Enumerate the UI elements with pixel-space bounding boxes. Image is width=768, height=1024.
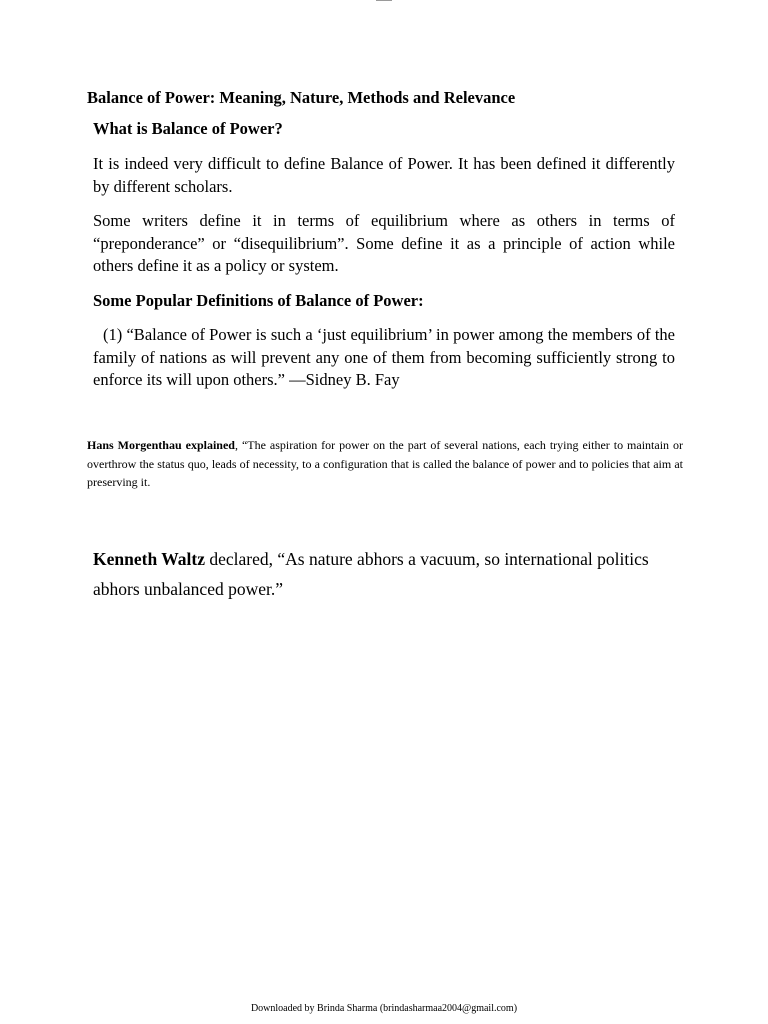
page-top-mark — [376, 0, 392, 1]
document-title: Balance of Power: Meaning, Nature, Methods and Relevance — [87, 88, 516, 107]
definition-fay: (1) “Balance of Power is such a ‘just equilibrium’ in power among the members of the family of nations as will prevent any one of them from becoming sufficiently strong to enforce its will upon others.” —Sidney B. Fay — [93, 325, 675, 389]
morgenthau-name: Hans Morgenthau explained — [87, 438, 235, 452]
waltz-name: Kenneth Waltz — [93, 549, 205, 569]
paragraph-waltz — [93, 545, 693, 604]
waltz-quote: declared, “As nature abhors a vacuum, so international politics abhors unbalanced power.” — [93, 549, 649, 599]
morgenthau-quote: , “The aspiration for power on the part of several nations, each trying either to maintain or overthrow the status quo, leads of necessity, to a configuration that is called the balance of power and to policies that aim at preserving it. — [87, 438, 684, 489]
download-footer: Downloaded by Brinda Sharma (brindasharmaa2004@gmail.com) — [250, 1003, 518, 1014]
heading-popular-definitions: Some Popular Definitions of Balance of Power: — [93, 291, 424, 310]
paragraph-writers: Some writers define it in terms of equilibrium where as others in terms of “preponderance” or “disequilibrium”. Some define it as a principle of action while others define it as a policy or system. — [93, 211, 675, 275]
paragraph-morgenthau — [87, 436, 683, 492]
heading-what-is-balance-of-power: What is Balance of Power? — [93, 119, 283, 138]
paragraph-intro: It is indeed very difficult to define Balance of Power. It has been defined it differently by different scholars. — [93, 154, 675, 196]
